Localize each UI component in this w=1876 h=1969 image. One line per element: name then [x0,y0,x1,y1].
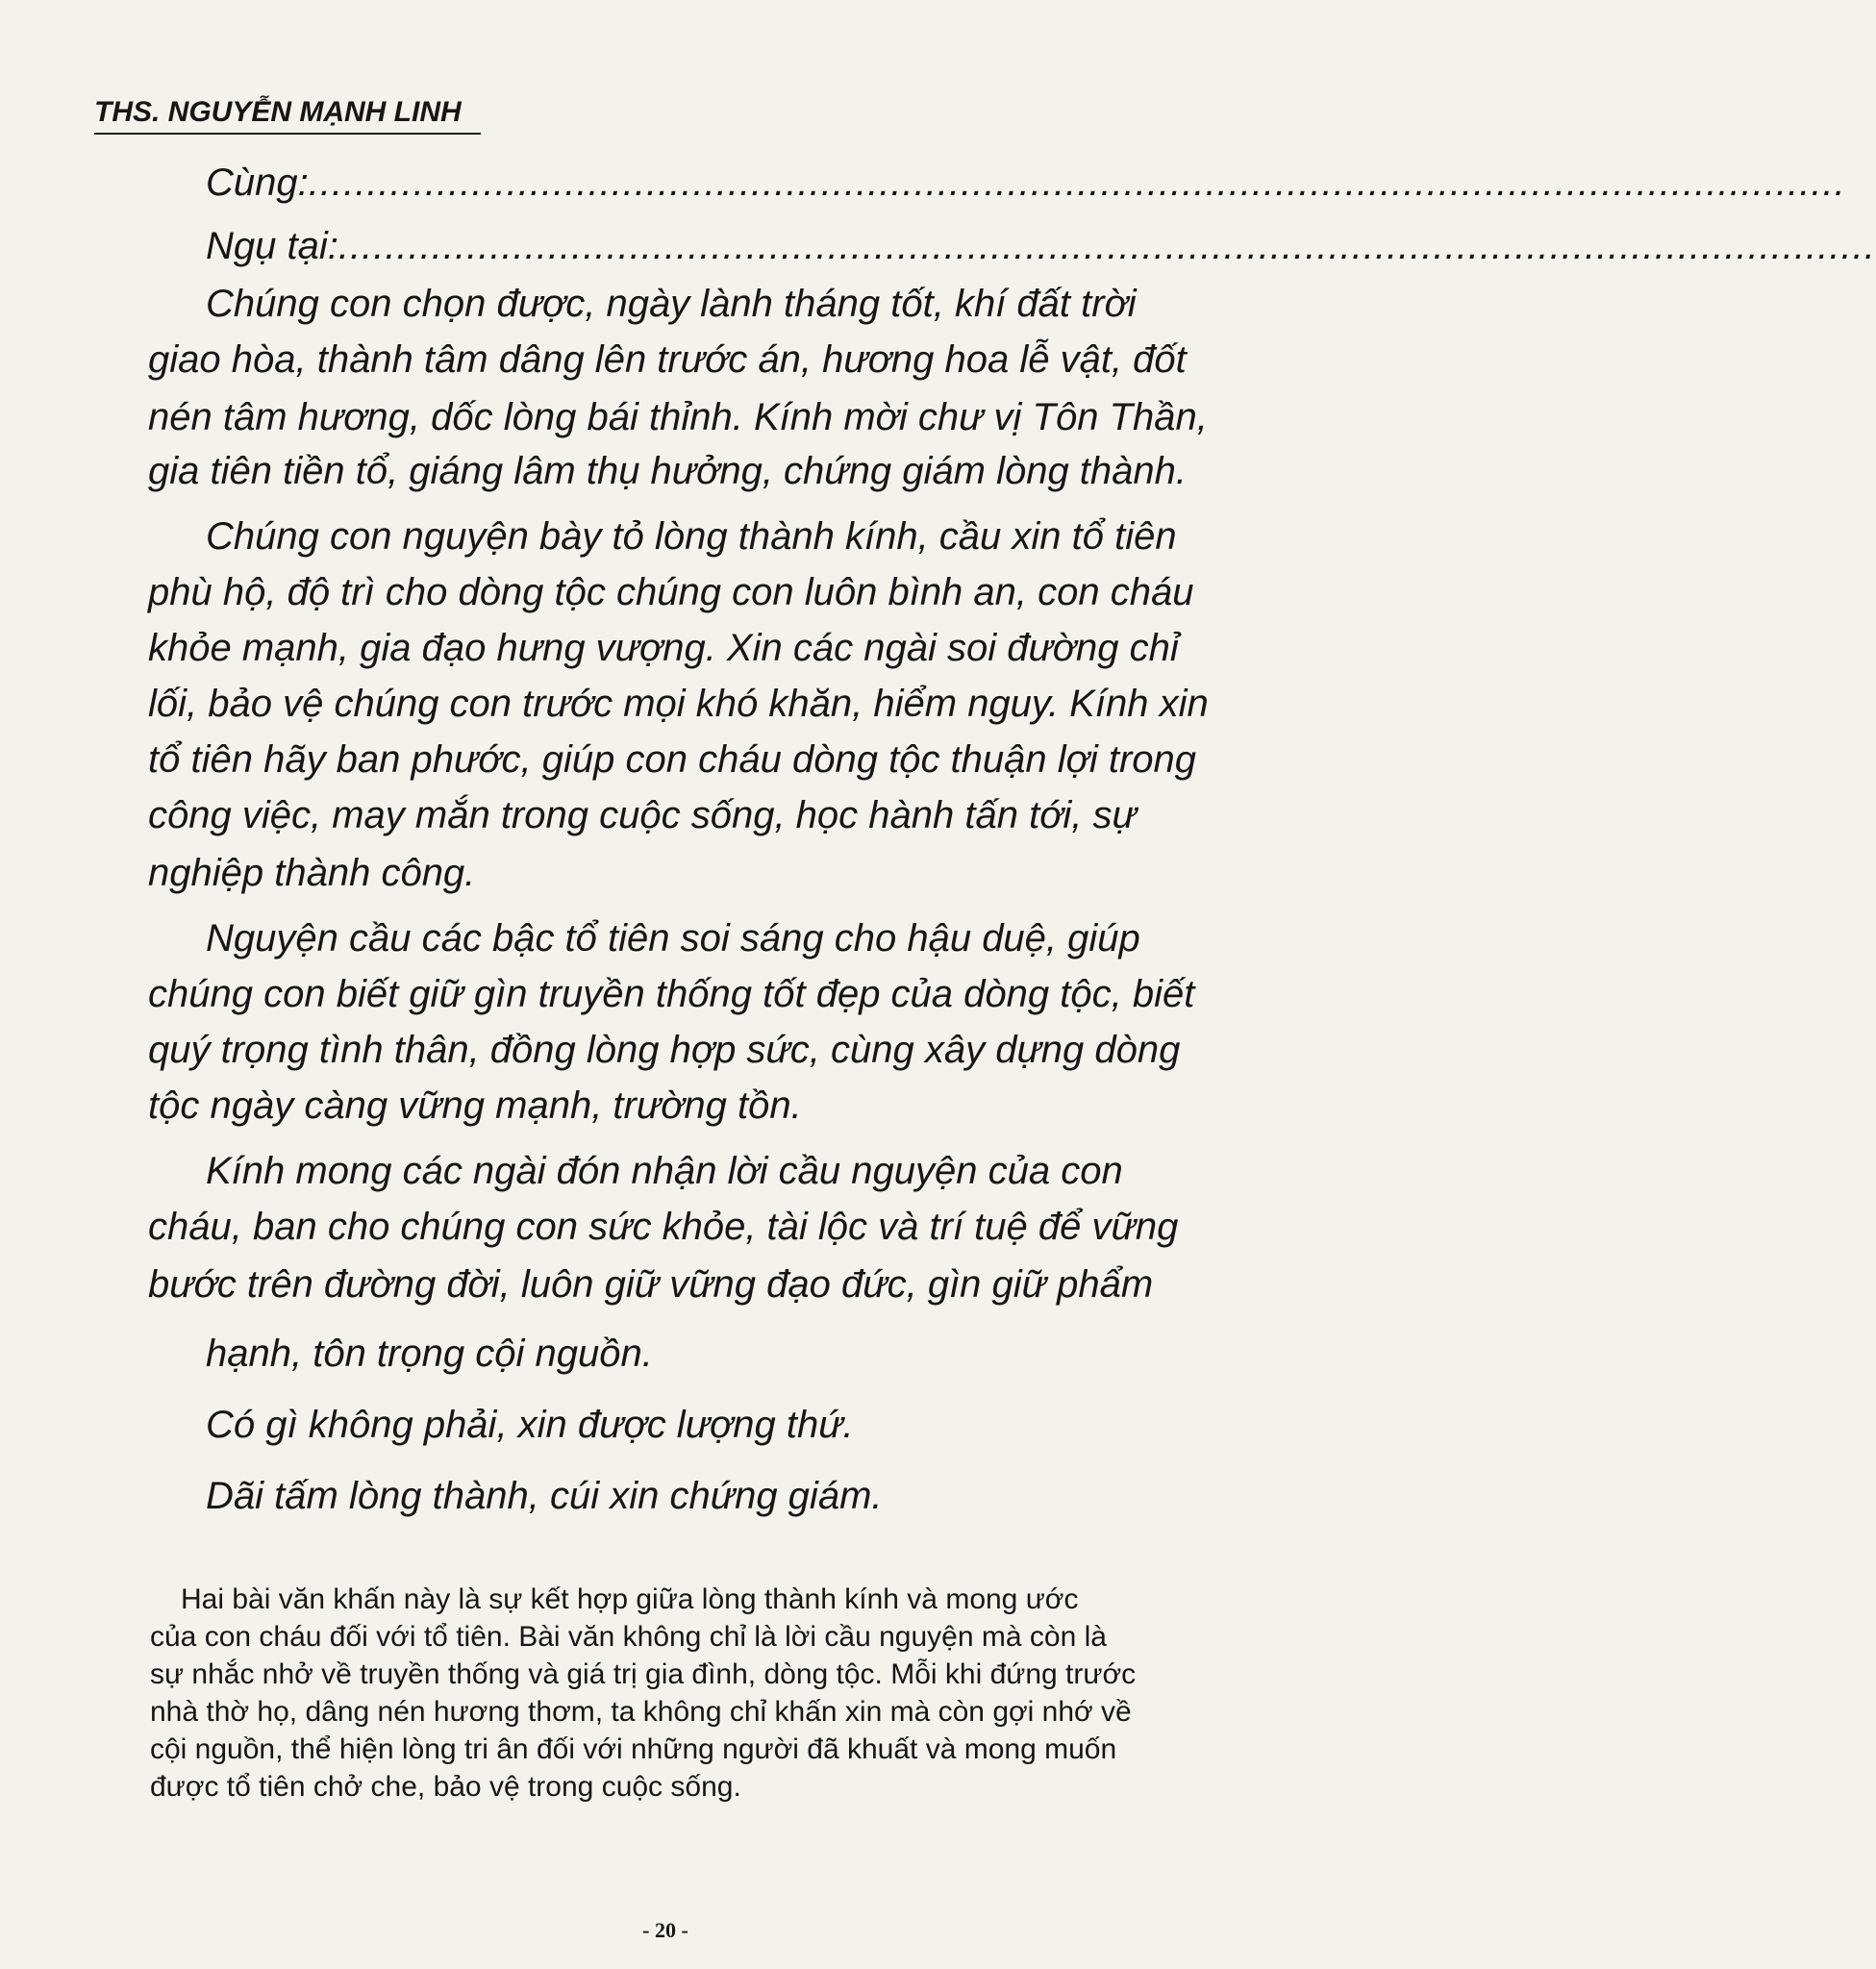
author-header: THS. NGUYỄN MẠNH LINH [94,96,481,135]
prayer-line: Chúng con chọn được, ngày lành tháng tốt, khí đất trời [206,283,1137,325]
field-dots: .................................................................................................................................... [338,225,1876,267]
field-cung [206,162,1846,205]
field-dots: .................................................................................................................................... [308,162,1846,204]
prayer-line: nghiệp thành công. [148,852,476,894]
prayer-line: giao hòa, thành tâm dâng lên trước án, hương hoa lễ vật, đốt [148,338,1187,381]
summary-line: được tổ tiên chở che, bảo vệ trong cuộc sống. [150,1771,741,1803]
prayer-line: tộc ngày càng vững mạnh, trường tồn. [148,1084,802,1127]
summary-line: sự nhắc nhở về truyền thống và giá trị gia đình, dòng tộc. Mỗi khi đứng trước [150,1658,1137,1690]
summary-line: cội nguồn, thể hiện lòng tri ân đối với những người đã khuất và mong muốn [150,1733,1117,1765]
field-ngu-tai [206,225,1876,268]
prayer-line: Nguyện cầu các bậc tổ tiên soi sáng cho hậu duệ, giúp [206,917,1140,960]
prayer-line: nén tâm hương, dốc lòng bái thỉnh. Kính mời chư vị Tôn Thần, [148,396,1208,438]
prayer-line: quý trọng tình thân, đồng lòng hợp sức, cùng xây dựng dòng [148,1029,1181,1071]
summary-line: của con cháu đối với tổ tiên. Bài văn không chỉ là lời cầu nguyện mà còn là [150,1621,1107,1653]
summary-paragraph [150,1581,1292,1806]
prayer-line: khỏe mạnh, gia đạo hưng vượng. Xin các ngài soi đường chỉ [148,627,1179,669]
prayer-line: Có gì không phải, xin được lượng thứ. [206,1404,854,1446]
prayer-line: Kính mong các ngài đón nhận lời cầu nguyện của con [206,1150,1123,1192]
field-label: Ngụ tại: [206,225,338,267]
summary-line: nhà thờ họ, dâng nén hương thơm, ta không chỉ khấn xin mà còn gợi nhớ về [150,1696,1132,1728]
prayer-line: gia tiên tiền tổ, giáng lâm thụ hưởng, chứng giám lòng thành. [148,450,1188,492]
prayer-line: công việc, may mắn trong cuộc sống, học hành tấn tới, sự [148,794,1137,836]
prayer-line: Chúng con nguyện bày tỏ lòng thành kính, cầu xin tổ tiên [206,515,1177,558]
summary-line: Hai bài văn khấn này là sự kết hợp giữa lòng thành kính và mong ước [181,1583,1079,1615]
prayer-line: tổ tiên hãy ban phước, giúp con cháu dòng tộc thuận lợi trong [148,738,1196,781]
prayer-line: lối, bảo vệ chúng con trước mọi khó khăn, hiểm nguy. Kính xin [148,683,1209,725]
prayer-line: chúng con biết giữ gìn truyền thống tốt đẹp của dòng tộc, biết [148,973,1195,1015]
field-label: Cùng: [206,162,309,204]
prayer-line: hạnh, tôn trọng cội nguồn. [206,1333,653,1375]
page-number: - 20 - [642,1918,688,1942]
prayer-line: Dãi tấm lòng thành, cúi xin chứng giám. [206,1475,883,1517]
prayer-line: cháu, ban cho chúng con sức khỏe, tài lộc và trí tuệ để vững [148,1206,1179,1248]
prayer-line: bước trên đường đời, luôn giữ vững đạo đức, gìn giữ phẩm [148,1263,1154,1306]
prayer-line: phù hộ, độ trì cho dòng tộc chúng con luôn bình an, con cháu [148,571,1194,613]
